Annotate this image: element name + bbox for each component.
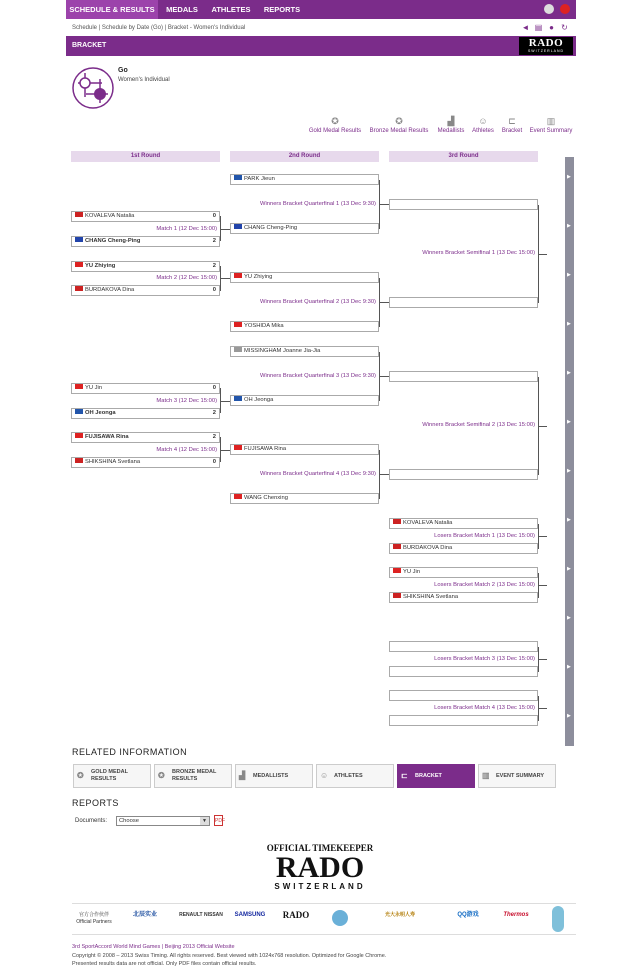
flag-icon [75, 286, 83, 291]
arrow-right-icon[interactable]: ▶ [567, 321, 571, 327]
r3s1-slot1[interactable] [389, 199, 538, 210]
help-icon[interactable]: ● [549, 23, 554, 32]
connector [539, 426, 547, 427]
uk-flag-icon[interactable] [544, 4, 554, 14]
lb3-player1[interactable] [389, 641, 538, 652]
connector [221, 229, 230, 230]
r1m1-player2[interactable]: CHANG Cheng-Ping 2 [71, 236, 220, 247]
summary-icon: ▥ [546, 116, 556, 126]
r1m3-label[interactable]: Match 3 (12 Dec 15:00) [156, 398, 217, 404]
connector [380, 302, 389, 303]
lb3-label[interactable]: Losers Bracket Match 3 (13 Dec 15:00) [434, 656, 535, 662]
quick-link-gold-medal-results[interactable]: ✪ Gold Medal Results [308, 116, 362, 134]
partner-logo[interactable]: RENAULT NISSAN [179, 912, 223, 918]
mascot-icon [552, 906, 564, 932]
event-name: Women's Individual [118, 77, 170, 83]
lb2-player2[interactable]: SHIKSHINA Svetlana [389, 592, 538, 603]
r2q4-label[interactable]: Winners Bracket Quarterfinal 4 (13 Dec 9:30) [260, 471, 376, 477]
partner-logo[interactable]: SAMSUNG [234, 912, 266, 918]
r2q1-player1[interactable]: PARK Jieun [230, 174, 379, 185]
connector [539, 254, 547, 255]
flag-icon [393, 593, 401, 598]
r1m2-player2[interactable]: BURDAKOVA Dina 0 [71, 285, 220, 296]
flag-icon [75, 384, 83, 389]
related-bronze-medal-results-button[interactable]: ✪ BRONZE MEDAL RESULTS [154, 764, 232, 788]
medal-icon: ✪ [331, 116, 339, 126]
flag-icon [75, 212, 83, 217]
lb1-label[interactable]: Losers Bracket Match 1 (13 Dec 15:00) [434, 533, 535, 539]
partner-emblem-icon[interactable] [332, 910, 348, 926]
r3s2-slot1[interactable] [389, 371, 538, 382]
r1m4-player2[interactable]: SHIKSHINA Svetlana 0 [71, 457, 220, 468]
arrow-right-icon[interactable]: ▶ [567, 419, 571, 425]
arrow-right-icon[interactable]: ▶ [567, 174, 571, 180]
bracket-scroller[interactable] [565, 157, 574, 746]
arrow-right-icon[interactable]: ▶ [567, 223, 571, 229]
footer-site-link[interactable]: 3rd SportAccord World Mind Games | Beijing 2013 Official Website [72, 944, 235, 950]
r2q2-player2[interactable]: YOSHIDA Mika [230, 321, 379, 332]
nav-athletes[interactable]: ATHLETES [211, 5, 251, 14]
timekeeper-label: OFFICIAL TIMEKEEPER [266, 843, 374, 853]
connector [221, 278, 230, 279]
r1m1-player1[interactable]: KOVALEVA Natalia 0 [71, 211, 220, 222]
r2q1-label[interactable]: Winners Bracket Quarterfinal 1 (13 Dec 9:30) [260, 201, 376, 207]
lb1-player1[interactable]: KOVALEVA Natalia [389, 518, 538, 529]
r1m2-player1[interactable]: YU Zhiying 2 [71, 261, 220, 272]
flag-icon [234, 175, 242, 180]
r2q1-player2[interactable]: CHANG Cheng-Ping [230, 223, 379, 234]
arrow-right-icon[interactable]: ▶ [567, 370, 571, 376]
partner-logo[interactable]: QQ游戏 [457, 912, 479, 918]
partners-bar [72, 903, 576, 935]
arrow-right-icon[interactable]: ▶ [567, 272, 571, 278]
flag-icon [393, 519, 401, 524]
r2q2-player1[interactable]: YU Zhiying [230, 272, 379, 283]
r2q4-player2[interactable]: WANG Chenxing [230, 493, 379, 504]
flag-icon [75, 262, 83, 267]
r1m2-label[interactable]: Match 2 (12 Dec 15:00) [156, 275, 217, 281]
partner-logo[interactable]: 北辰实业 [132, 912, 157, 918]
lb1-player2[interactable]: BURDAKOVA Dina [389, 543, 538, 554]
lb2-player1[interactable]: YU Jin [389, 567, 538, 578]
related-medallists-button[interactable]: ▟ MEDALLISTS [235, 764, 313, 788]
sport-name: Go [118, 67, 128, 74]
connector [539, 708, 547, 709]
round-header-1: 1st Round [71, 151, 220, 162]
r2q3-player1[interactable]: MISSINGHAM Joanne Jia-Jia [230, 346, 379, 357]
flag-icon [234, 494, 242, 499]
arrow-right-icon[interactable]: ▶ [567, 664, 571, 670]
flag-icon [75, 237, 83, 242]
refresh-icon[interactable]: ↻ [561, 23, 568, 32]
r3s2-slot2[interactable] [389, 469, 538, 480]
china-flag-icon[interactable] [560, 4, 570, 14]
bracket-icon: ⊏ [508, 116, 516, 126]
connector [380, 474, 389, 475]
lb3-player2[interactable] [389, 666, 538, 677]
reports-title: REPORTS [72, 798, 119, 808]
connector [539, 536, 547, 537]
flag-icon [234, 224, 242, 229]
connector [539, 659, 547, 660]
rado-logo: RADO SWITZERLAND [519, 37, 573, 55]
pdf-icon[interactable]: PDF [214, 815, 223, 826]
partner-logo[interactable]: RADO [282, 910, 310, 920]
flag-icon [75, 458, 83, 463]
nav-reports[interactable]: REPORTS [263, 5, 301, 14]
flag-icon [393, 544, 401, 549]
r1m3-player2[interactable]: OH Jeonga 2 [71, 408, 220, 419]
documents-label: Documents: [75, 818, 108, 824]
r2q2-label[interactable]: Winners Bracket Quarterfinal 2 (13 Dec 9:30) [260, 299, 376, 305]
r2q3-label[interactable]: Winners Bracket Quarterfinal 3 (13 Dec 9:30) [260, 373, 376, 379]
medal-icon: ✪ [158, 771, 165, 780]
flag-icon [234, 322, 242, 327]
connector [221, 450, 230, 451]
connector [539, 585, 547, 586]
connector [380, 204, 389, 205]
lb4-player1[interactable] [389, 690, 538, 701]
lb4-label[interactable]: Losers Bracket Match 4 (13 Dec 15:00) [434, 705, 535, 711]
nav-schedule-results[interactable]: SCHEDULE & RESULTS [66, 0, 158, 19]
round-header-2: 2nd Round [230, 151, 379, 162]
athlete-icon: ☺ [320, 771, 329, 780]
flag-icon [234, 445, 242, 450]
flag-icon [234, 396, 242, 401]
arrow-right-icon[interactable]: ▶ [567, 713, 571, 719]
quick-link-medallists[interactable]: ▟ Medallists [437, 116, 465, 134]
quick-link-bracket[interactable]: ⊏ Bracket [501, 116, 523, 134]
r3s1-label[interactable]: Winners Bracket Semifinal 1 (13 Dec 15:00) [422, 250, 535, 256]
lb4-player2[interactable] [389, 715, 538, 726]
r3s1-slot2[interactable] [389, 297, 538, 308]
r2q4-player1[interactable]: FUJISAWA Rina [230, 444, 379, 455]
arrow-right-icon[interactable]: ▶ [567, 468, 571, 474]
nav-medals[interactable]: MEDALS [166, 5, 198, 14]
r1m4-label[interactable]: Match 4 (12 Dec 15:00) [156, 447, 217, 453]
r3s2-label[interactable]: Winners Bracket Semifinal 2 (13 Dec 15:00) [422, 422, 535, 428]
r1m4-player1[interactable]: FUJISAWA Rina 2 [71, 432, 220, 443]
podium-icon: ▟ [239, 771, 246, 780]
footer-disclaimer: Presented results data are not official. Only PDF files contain official results. [72, 961, 257, 967]
back-icon[interactable]: ◄ [521, 23, 530, 32]
related-gold-medal-results-button[interactable]: ✪ GOLD MEDAL RESULTS [73, 764, 151, 788]
athlete-icon: ☺ [478, 116, 488, 126]
partner-logo[interactable]: 光大永明人寿 [384, 912, 415, 918]
medal-icon: ✪ [395, 116, 403, 126]
timekeeper-logo: RADO [275, 851, 365, 884]
connector [380, 376, 389, 377]
flag-icon [234, 347, 242, 352]
timekeeper-sub: SWITZERLAND [274, 882, 366, 891]
documents-select[interactable]: Choose ▼ [116, 816, 210, 826]
r2q3-player2[interactable]: OH Jeonga [230, 395, 379, 406]
chevron-down-icon[interactable]: ▼ [200, 817, 209, 825]
related-event-summary-button[interactable]: ▥ EVENT SUMMARY [478, 764, 556, 788]
partner-logo[interactable]: Thermos [503, 912, 529, 918]
related-bracket-button[interactable]: ⊏ BRACKET [397, 764, 475, 788]
page-title: BRACKET [72, 42, 107, 49]
flag-icon [75, 433, 83, 438]
round-header-3: 3rd Round [389, 151, 538, 162]
connector [221, 401, 230, 402]
arrow-right-icon[interactable]: ▶ [567, 566, 571, 572]
lb2-label[interactable]: Losers Bracket Match 2 (13 Dec 15:00) [434, 582, 535, 588]
quick-link-athletes[interactable]: ☺ Athletes [472, 116, 494, 134]
medal-icon: ✪ [77, 771, 84, 780]
related-info-title: RELATED INFORMATION [72, 747, 188, 757]
partners-label: 官方合作伙伴 Official Partners [76, 912, 112, 925]
related-athletes-button[interactable]: ☺ ATHLETES [316, 764, 394, 788]
flag-icon [75, 409, 83, 414]
breadcrumb[interactable]: Schedule | Schedule by Date (Go) | Bracket - Women's Individual [72, 25, 246, 31]
bracket-header [66, 36, 576, 56]
r1m1-label[interactable]: Match 1 (12 Dec 15:00) [156, 226, 217, 232]
flag-icon [393, 568, 401, 573]
r1m3-player1[interactable]: YU Jin 0 [71, 383, 220, 394]
quick-link-event-summary[interactable]: ▥ Event Summary [529, 116, 573, 134]
go-sport-icon [72, 67, 114, 109]
summary-icon: ▥ [482, 771, 490, 780]
arrow-right-icon[interactable]: ▶ [567, 615, 571, 621]
print-icon[interactable]: ▤ [534, 23, 543, 32]
quick-link-bronze-medal-results[interactable]: ✪ Bronze Medal Results [369, 116, 429, 134]
top-navigation [66, 0, 576, 19]
flag-icon [234, 273, 242, 278]
podium-icon: ▟ [447, 116, 455, 126]
footer-copyright: Copyright © 2008 – 2013 Swiss Timing. All rights reserved. Best viewed with 1024x768 resolution. Optimized for Google Chrome. [72, 953, 387, 959]
bracket-icon: ⊏ [401, 771, 408, 780]
arrow-right-icon[interactable]: ▶ [567, 517, 571, 523]
